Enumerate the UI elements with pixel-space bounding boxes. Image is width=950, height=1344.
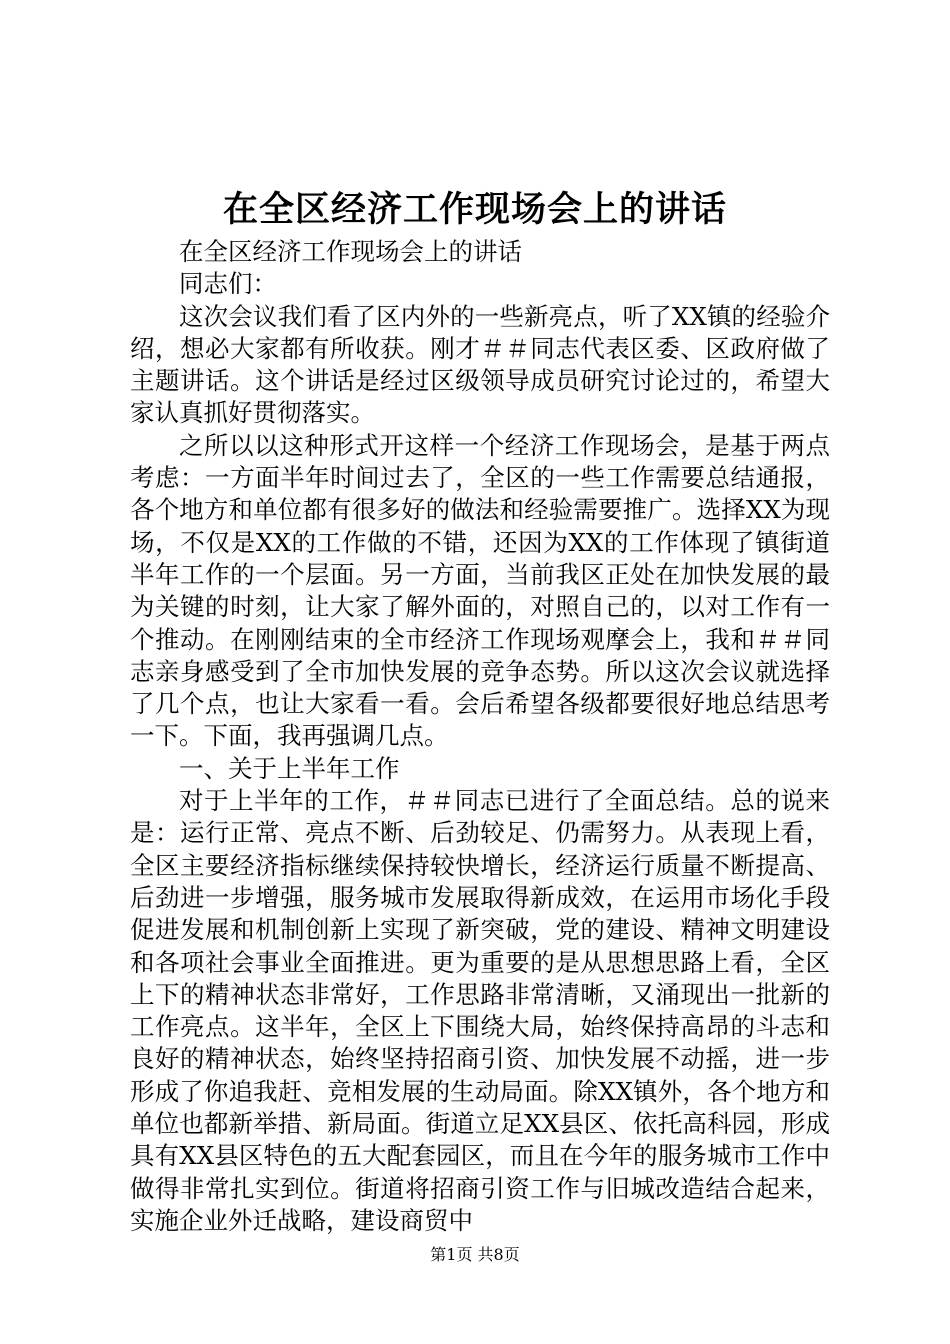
- paragraph: 对于上半年的工作，＃＃同志已进行了全面总结。总的说来是：运行正常、亮点不断、后劲较足、仍需努力。从表现上看，全区主要经济指标继续保持较快增长，经济运行质量不断提高、后劲进一步增强，服务城市发展取得新成效，在运用市场化手段促进发展和机制创新上实现了新突破，党的建设、精神文明建设和各项社会事业全面推进。更为重要的是从思想思路上看，全区上下的精神状态非常好，工作思路非常清晰，又涌现出一批新的工作亮点。这半年，全区上下围绕大局，始终保持高昂的斗志和良好的精神状态，始终坚持招商引资、加快发展不动摇，进一步形成了你追我赶、竞相发展的生动局面。除XX镇外，各个地方和单位也都新举措、新局面。街道立足XX县区、依托高科园，形成具有XX县区特色的五大配套园区，而且在今年的服务城市工作中做得非常扎实到位。街道将招商引资工作与旧城改造结合起来，实施企业外迁战略，建设商贸中: [130, 786, 830, 1235]
- document-title: 在全区经济工作现场会上的讲话: [222, 189, 727, 230]
- page-number-footer: 第1页 共8页: [430, 1245, 520, 1264]
- paragraph-salutation: 同志们：: [179, 269, 277, 299]
- paragraph: 之所以以这种形式开这样一个经济工作现场会，是基于两点考虑：一方面半年时间过去了，全区的一些工作需要总结通报，各个地方和单位都有很多好的做法和经验需要推广。选择XX为现场，不仅是XX的工作做的不错，还因为XX的工作体现了镇街道半年工作的一个层面。另一方面，当前我区正处在加快发展的最为关键的时刻，让大家了解外面的，对照自己的，以对工作有一个推动。在刚刚结束的全市经济工作现场观摩会上，我和＃＃同志亲身感受到了全市加快发展的竞争态势。所以这次会议就选择了几个点，也让大家看一看。会后希望各级都要很好地总结思考一下。下面，我再强调几点。: [130, 430, 830, 751]
- paragraph-subtitle: 在全区经济工作现场会上的讲话: [179, 237, 522, 266]
- section-heading: 一、关于上半年工作: [179, 753, 400, 783]
- document-body: [130, 236, 830, 1237]
- paragraph: 这次会议我们看了区内外的一些新亮点，听了XX镇的经验介绍，想必大家都有所收获。刚才＃＃同志代表区委、区政府做了主题讲话。这个讲话是经过区级领导成员研究讨论过的，希望大家认真抓好贯彻落实。: [130, 301, 830, 428]
